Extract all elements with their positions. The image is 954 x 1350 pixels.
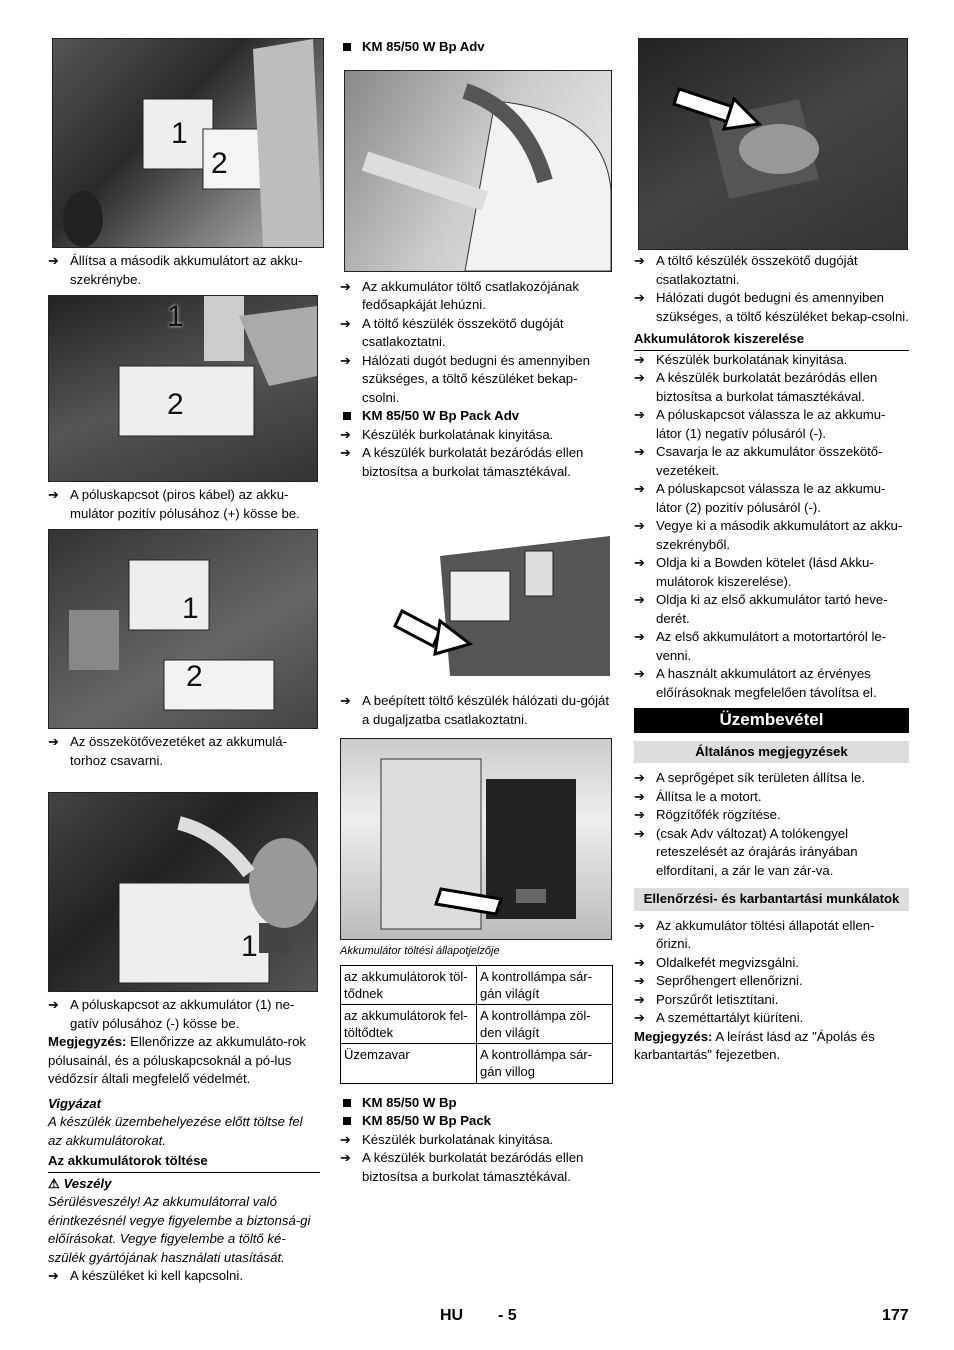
removal-step: ➔ Vegye ki a második akkumulátort az akku-szekrényből. [634, 517, 909, 554]
indicator-caption: Akkumulátor töltési állapotjelzője [340, 945, 500, 957]
step-open-cover-2: ➔ Készülék burkolatának kinyitása. [340, 1131, 612, 1150]
built-in-charger-photo [340, 496, 612, 686]
built-in-charger-illustration [340, 496, 612, 686]
removal-step: ➔ A készülék burkolatát bezáródás ellen biztosítsa a burkolat támasztékával. [634, 369, 909, 406]
caution-text: A készülék üzembehelyezése előtt töltse fel az akkumulátorokat. [48, 1114, 303, 1148]
removal-step: ➔ Készülék burkolatának kinyitása. [634, 351, 909, 370]
model-heading-bp: KM 85/50 W Bp [340, 1094, 612, 1113]
general-step: ➔ Állítsa le a motort. [634, 788, 909, 807]
step-connect-plug: ➔ A töltő készülék összekötő dugóját csatlakoztatni. [340, 315, 612, 352]
charger-socket-illustration [345, 71, 611, 271]
table-cell: A kontrollámpa zöl-den világít [477, 1004, 613, 1043]
removal-step: ➔ A használt akkumulátort az érvényes előírásoknak megfelelően távolítsa el. [634, 665, 909, 702]
table-row [341, 1004, 613, 1043]
label-1: 1 [171, 117, 188, 150]
maint-step: ➔ Seprőhengert ellenőrizni. [634, 972, 909, 991]
removal-step: ➔ Csavarja le az akkumulátor összekötő-vezetékeit. [634, 443, 909, 480]
maint-step: ➔ A szeméttartályt kiüríteni. [634, 1009, 909, 1028]
note-label: Megjegyzés: [634, 1028, 713, 1044]
footer-language: HU [440, 1307, 464, 1324]
label-2: 2 [167, 388, 184, 421]
general-step: ➔ A seprőgépet sík területen állítsa le. [634, 769, 909, 788]
note [48, 1033, 320, 1089]
table-cell: A kontrollámpa sár-gán villog [477, 1043, 613, 1083]
section-title: Üzembevétel [634, 708, 909, 733]
step-secure-cover-2: ➔ A készülék burkolatát bezáródás ellen biztosítsa a burkolat támasztékával. [340, 1149, 612, 1186]
charge-indicator-illustration [341, 739, 611, 939]
negative-pole-illustration [49, 793, 317, 991]
step-remove-cap: ➔ Az akkumulátor töltő csatlakozójának fedősapkáját lehúzni. [340, 278, 612, 315]
label-1: 1 [241, 930, 258, 963]
footer-section-page: - 5 [498, 1307, 517, 1324]
removal-step: ➔ A póluskapcsot válassza le az akkumu-látor (2) pozitív pólusáról (-). [634, 480, 909, 517]
table-row [341, 965, 613, 1004]
danger-title: Veszély [63, 1175, 112, 1191]
caution-title: Vigyázat [48, 1095, 102, 1111]
table-cell: Üzemzavar [341, 1043, 477, 1083]
maintenance-heading: Ellenőrzési- és karbantartási munkálatok [634, 888, 909, 911]
step-open-cover: ➔ Készülék burkolatának kinyitása. [340, 426, 612, 445]
table-cell: az akkumulátorok fel-töltődtek [341, 1004, 477, 1043]
note-text: Ellenőrizze az akkumuláto-rok pólusainál, és a póluskapcsoknál a pó-lus védőzsír általi megfelelő védelmét. [48, 1034, 306, 1086]
step-connect-charger: ➔ A töltő készülék összekötő dugóját csatlakoztatni. [634, 252, 909, 289]
note-label: Megjegyzés: [48, 1034, 127, 1049]
step-built-in-plug: ➔ A beépített töltő készülék hálózati du-góját a dugaljzatba csatlakoztatni. [340, 692, 612, 729]
charging-heading: Az akkumulátorok töltése [48, 1152, 320, 1173]
removal-heading: Akkumulátorok kiszerelése [634, 330, 909, 351]
model-heading-pack-adv: KM 85/50 W Bp Pack Adv [340, 407, 612, 426]
step-mains-plug: ➔ Hálózati dugót bedugni és amennyiben szükséges, a töltő készüléket bekap-csolni. [340, 352, 612, 408]
charger-plug-photo [638, 38, 908, 250]
charger-socket-photo [344, 70, 612, 272]
step-switch-off: ➔ A készüléket ki kell kapcsolni. [48, 1267, 320, 1286]
general-step: ➔ Rögzítőfék rögzítése. [634, 806, 909, 825]
label-1: 1 [182, 592, 199, 625]
table-row [341, 1043, 613, 1083]
battery-insert-illustration [53, 39, 323, 247]
connector-cable-illustration [49, 530, 317, 728]
note-text: A leírást lásd az "Ápolás és karbantartás" fejezetben. [634, 1028, 875, 1062]
indicator-table [340, 965, 613, 1084]
table-cell: az akkumulátorok töl-tődnek [341, 965, 477, 1004]
column-middle [340, 38, 612, 1186]
label-2: 2 [211, 147, 228, 180]
charger-plug-illustration [639, 39, 907, 249]
label-1: 1 [167, 300, 184, 333]
model-heading-bp-pack: KM 85/50 W Bp Pack [340, 1112, 612, 1131]
footer-page-number: 177 [882, 1307, 909, 1324]
charge-indicator-photo [340, 738, 612, 940]
maint-step: ➔ Porszűrőt letisztítani. [634, 991, 909, 1010]
danger-row [48, 1175, 320, 1194]
column-left [48, 38, 320, 1286]
maint-step: ➔ Oldalkefét megvizsgálni. [634, 954, 909, 973]
model-heading-adv: KM 85/50 W Bp Adv [340, 38, 612, 57]
general-heading: Általános megjegyzések [634, 741, 909, 764]
step-mains-plug-2: ➔ Hálózati dugót bedugni és amennyiben szükséges, a töltő készüléket bekap-csolni. [634, 289, 909, 326]
connector-cable-photo [48, 529, 318, 729]
step-screw-cable: ➔ Az összekötővezetéket az akkumulá-torhoz csavarni. [48, 733, 320, 770]
note [634, 1028, 909, 1065]
table-cell: A kontrollámpa sár-gán világít [477, 965, 613, 1004]
removal-step: ➔ Az első akkumulátort a motortartóról le-venni. [634, 628, 909, 665]
step-connect-positive: ➔ A póluskapcsot (piros kábel) az akku-mulátor pozitív pólusához (+) kösse be. [48, 486, 320, 523]
battery-insert-photo [52, 38, 324, 248]
step-insert-second-battery: ➔ Állítsa a második akkumulátort az akku-szekrénybe. [48, 252, 320, 289]
negative-pole-photo [48, 792, 318, 992]
general-step: ➔ (csak Adv változat) A tolókengyel reteszelését az órajárás irányában elfordítani, a zár le van zár-va. [634, 825, 909, 881]
pole-clamp-photo [48, 295, 318, 482]
step-connect-negative: ➔ A póluskapcsot az akkumulátor (1) ne-gatív pólusához (-) kösse be. [48, 996, 320, 1033]
removal-step: ➔ Oldja ki az első akkumulátor tartó heve-derét. [634, 591, 909, 628]
label-2: 2 [186, 660, 203, 693]
danger-text: Sérülésveszély! Az akkumulátorral való érintkezésnél vegye figyelembe a biztonsá-gi előírásokat. Vegye figyelembe a töltő ké-szülék gyártójának használati utasítását. [48, 1194, 311, 1265]
maint-step: ➔ Az akkumulátor töltési állapotát ellen-őrizni. [634, 917, 909, 954]
removal-step: ➔ Oldja ki a Bowden kötelet (lásd Akku-mulátorok kiszerelése). [634, 554, 909, 591]
removal-step: ➔ A póluskapcsot válassza le az akkumu-látor (1) negatív pólusáról (-). [634, 406, 909, 443]
column-right [634, 38, 909, 1065]
step-secure-cover: ➔ A készülék burkolatát bezáródás ellen biztosítsa a burkolat támasztékával. [340, 444, 612, 481]
warning-triangle-icon: ⚠ [48, 1175, 60, 1191]
